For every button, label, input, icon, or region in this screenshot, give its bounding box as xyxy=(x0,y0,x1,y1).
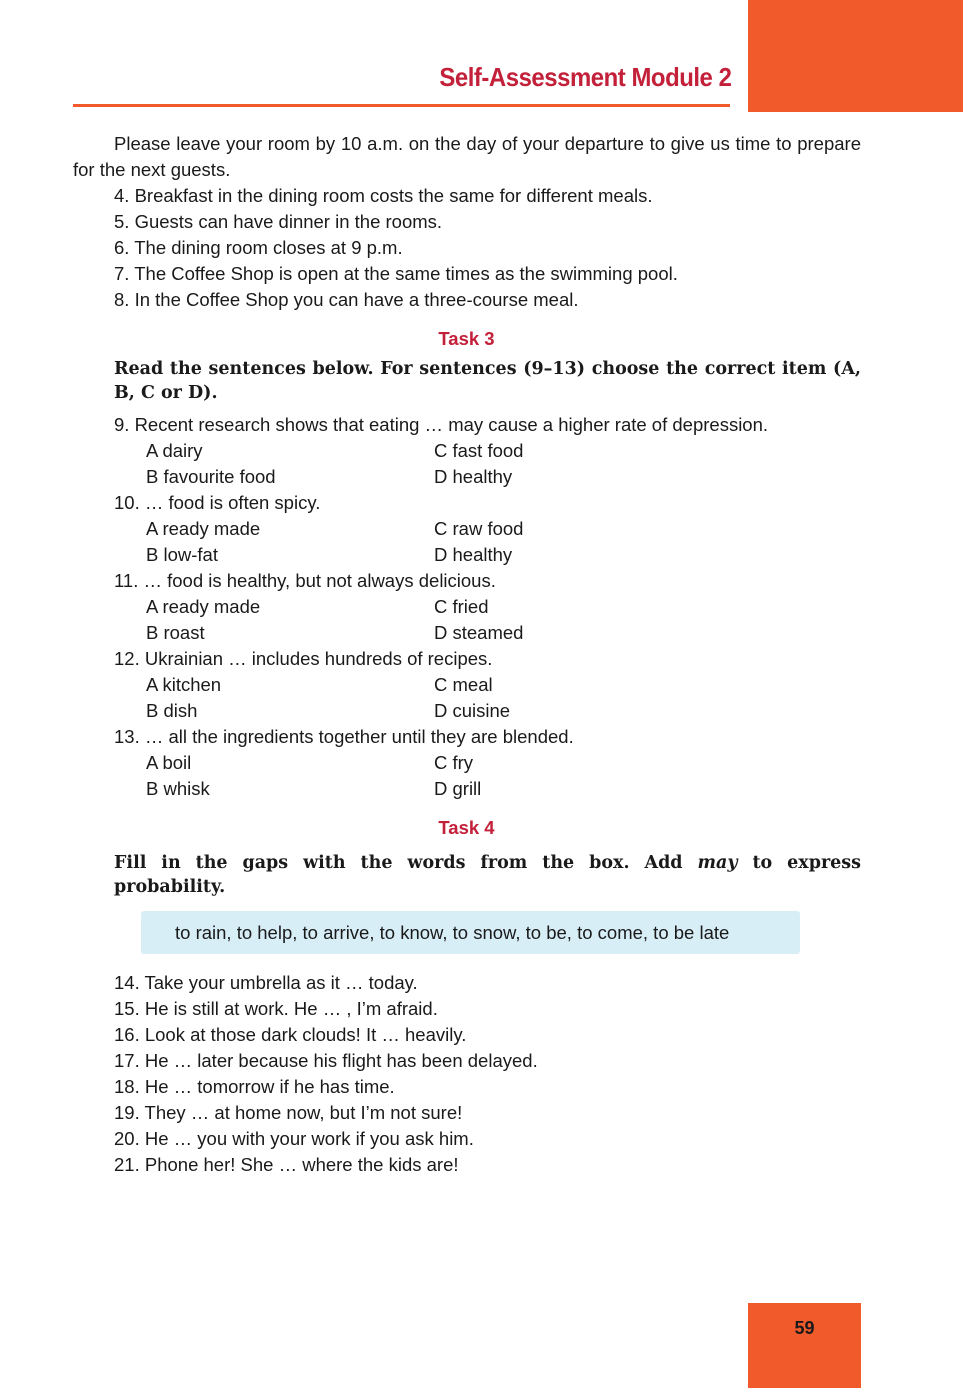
answer-option: C raw food xyxy=(434,518,524,539)
statement-item: 7. The Coffee Shop is open at the same times as the swimming pool. xyxy=(114,263,678,284)
question-stem: 9. Recent research shows that eating … may cause a higher rate of depression. xyxy=(114,414,769,435)
page-number-box xyxy=(748,1303,861,1388)
answer-option: B favourite food xyxy=(146,466,276,487)
answer-option: D steamed xyxy=(434,622,524,643)
answer-option: D cuisine xyxy=(434,700,511,721)
instruction-text: Fill in the gaps with the words from the box. Add xyxy=(114,853,698,873)
gap-sentence: 17. He … later because his flight has been delayed. xyxy=(114,1050,538,1071)
answer-option: B dish xyxy=(146,700,198,721)
question-stem: 12. Ukrainian … includes hundreds of recipes. xyxy=(114,648,493,669)
answer-option: A dairy xyxy=(146,440,203,461)
gap-sentence: 16. Look at those dark clouds! It … heavily. xyxy=(114,1024,467,1045)
page-title: Self-Assessment Module 2 xyxy=(438,62,731,92)
task4-instruction xyxy=(114,851,861,899)
statement-item: 6. The dining room closes at 9 p.m. xyxy=(114,237,403,258)
gap-sentence: 15. He is still at work. He … , I’m afraid. xyxy=(114,998,438,1019)
page-number: 59 xyxy=(794,1318,815,1338)
gap-sentence: 18. He … tomorrow if he has time. xyxy=(114,1076,395,1097)
intro-paragraph: Please leave your room by 10 a.m. on the day of your departure to give us time to prepare for the next guests. xyxy=(73,133,861,180)
answer-option: B whisk xyxy=(146,778,210,799)
answer-option: C meal xyxy=(434,674,493,695)
gap-sentence: 19. They … at home now, but I’m not sure! xyxy=(114,1102,463,1123)
answer-option: A boil xyxy=(146,752,192,773)
question-stem: 11. … food is healthy, but not always delicious. xyxy=(114,570,496,591)
answer-option: B low-fat xyxy=(146,544,218,565)
title-underline xyxy=(73,104,730,107)
answer-option: C fried xyxy=(434,596,489,617)
answer-option: C fast food xyxy=(434,440,524,461)
task4-heading: Task 4 xyxy=(438,817,495,838)
task3-instruction: Read the sentences below. For sentences (9–13) choose the correct item (A, B, C or D). xyxy=(114,359,861,403)
statement-item: 8. In the Coffee Shop you can have a three-course meal. xyxy=(114,289,579,310)
answer-option: D healthy xyxy=(434,544,513,565)
answer-option: A ready made xyxy=(146,596,261,617)
answer-option: D grill xyxy=(434,778,482,799)
answer-option: A ready made xyxy=(146,518,261,539)
task4-instruction-line2: probability. xyxy=(114,877,226,897)
instruction-emphasis: may xyxy=(697,853,738,873)
question-stem: 10. … food is often spicy. xyxy=(114,492,321,513)
question-stem: 13. … all the ingredients together until they are blended. xyxy=(114,726,574,747)
corner-color-block xyxy=(748,0,963,112)
gap-sentence: 14. Take your umbrella as it … today. xyxy=(114,972,418,993)
statement-item: 5. Guests can have dinner in the rooms. xyxy=(114,211,443,232)
answer-option: B roast xyxy=(146,622,205,643)
gap-sentence: 20. He … you with your work if you ask him. xyxy=(114,1128,474,1149)
statement-item: 4. Breakfast in the dining room costs the same for different meals. xyxy=(114,185,653,206)
instruction-text: to express xyxy=(737,853,861,873)
word-box-text: to rain, to help, to arrive, to know, to snow, to be, to come, to be late xyxy=(175,922,730,943)
task3-heading: Task 3 xyxy=(438,328,495,349)
gap-sentence: 21. Phone her! She … where the kids are! xyxy=(114,1154,459,1175)
answer-option: D healthy xyxy=(434,466,513,487)
task4-instruction-line1 xyxy=(114,851,861,875)
answer-option: A kitchen xyxy=(146,674,222,695)
answer-option: C fry xyxy=(434,752,474,773)
